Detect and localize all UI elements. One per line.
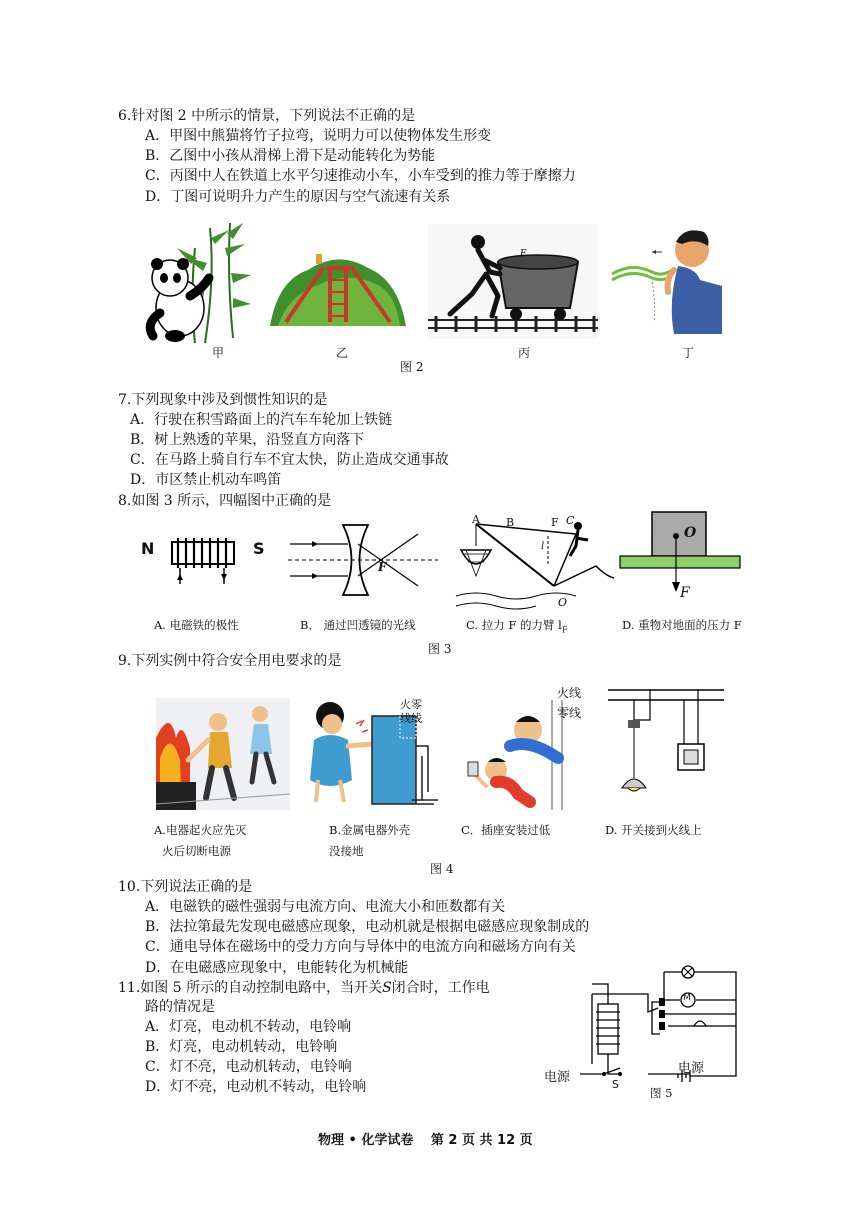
svg-text:F: F: [520, 249, 527, 259]
q8-caption-b: B． 通过凹透镜的光线: [300, 618, 416, 632]
q8-caption-a: A. 电磁铁的极性: [154, 618, 239, 632]
figure-3-caption: 图 3: [428, 642, 452, 656]
q9-caption-b-line2: 没接地: [329, 844, 364, 858]
q9b-wire-label-2: 线线: [400, 712, 422, 725]
figure-5-caption: 图 5: [650, 1086, 673, 1100]
q6-option-c: C．丙图中人在铁道上水平匀速推动小车，小车受到的推力等于摩擦力: [145, 168, 576, 184]
q6-option-a: A．甲图中熊猫将竹子拉弯，说明力可以使物体发生形变: [145, 128, 492, 144]
figure-2-caption: 图 2: [400, 360, 424, 374]
lever-point-f: F: [551, 516, 559, 529]
q7-option-b: B．树上熟透的苹果，沿竖直方向落下: [130, 432, 365, 448]
block-force-f: F: [680, 585, 690, 601]
circuit-power-source-1: 电源: [544, 1070, 571, 1085]
q11-option-b: B．灯亮，电动机转动，电铃响: [145, 1039, 338, 1055]
q10-option-d: D．在电磁感应现象中，电能转化为机械能: [145, 960, 409, 976]
q11-option-a: A．灯亮，电动机不转动，电铃响: [145, 1019, 352, 1035]
q10-option-a: A．电磁铁的磁性强弱与电流方向、电流大小和匝数都有关: [145, 899, 506, 915]
block-pressure-diagram: [618, 510, 742, 596]
blowing-paper-illustration: [612, 222, 722, 334]
q10-option-c: C．通电导体在磁场中的受力方向与导体中的电流方向和磁场方向有关: [145, 939, 576, 955]
q9-caption-c: C．插座安装过低: [461, 823, 551, 837]
q9-stem: 9.下列实例中符合安全用电要求的是: [118, 653, 342, 669]
lever-point-a: A: [472, 513, 480, 526]
q8-stem: 8.如图 3 所示，四幅图中正确的是: [118, 493, 332, 509]
panda-bamboo-illustration: [135, 218, 255, 348]
circuit-switch-label: S: [612, 1078, 619, 1091]
relay-control-circuit-diagram: [540, 964, 744, 1084]
circuit-power-source-2: 电源: [678, 1061, 705, 1076]
circuit-motor-label: M: [683, 993, 691, 1003]
concave-lens-diagram: [288, 520, 438, 600]
lever-point-b: B: [506, 516, 515, 529]
q9b-wire-label-1: 火零: [400, 698, 422, 711]
q11-stem-line1: 11.如图 5 所示的自动控制电路中，当开关S闭合时，工作电: [118, 980, 490, 996]
lever-arm-l: l: [541, 541, 545, 552]
block-center-o: O: [684, 525, 697, 541]
q6-label-jia: 甲: [212, 346, 225, 360]
q10-option-b: B．法拉第最先发现电磁感应现象，电动机就是根据电磁感应现象制成的: [145, 919, 590, 935]
q7-option-c: C．在马路上骑自行车不宜太快，防止造成交通事故: [130, 452, 449, 468]
fire-electrical-illustration: [156, 698, 290, 810]
page-footer: 物理 • 化学试卷 第 2 页 共 12 页: [318, 1133, 533, 1148]
magnet-n-pole: N: [141, 539, 155, 558]
q9c-fire-wire-label: 火线: [557, 686, 582, 700]
q11-option-d: D．灯不亮，电动机不转动，电铃响: [145, 1079, 367, 1095]
magnet-s-pole: S: [253, 539, 265, 558]
q7-option-a: A．行驶在积雪路面上的汽车车轮加上铁链: [130, 412, 393, 428]
q10-stem: 10.下列说法正确的是: [118, 879, 253, 895]
q6-label-ding: 丁: [682, 346, 695, 360]
q9-caption-a-line1: A.电器起火应先灭: [154, 823, 247, 837]
switch-on-live-wire-illustration: [608, 684, 724, 804]
lens-focus-label: F: [378, 560, 387, 574]
slide-illustration: [268, 240, 408, 328]
q11-option-c: C．灯不亮，电动机转动，电铃响: [145, 1059, 352, 1075]
q9-caption-b-line1: B.金属电器外壳: [329, 823, 411, 837]
lever-pivot-o: O: [558, 596, 568, 609]
metal-appliance-illustration: [300, 696, 456, 810]
q7-stem: 7.下列现象中涉及到惯性知识的是: [118, 392, 328, 408]
lever-crane-diagram: [456, 516, 616, 616]
electromagnet-diagram: [140, 528, 270, 588]
figure-4-caption: 图 4: [430, 862, 454, 876]
q11-stem-line2: 路的情况是: [145, 999, 215, 1015]
q6-option-d: D．丁图可说明升力产生的原因与空气流速有关系: [145, 189, 451, 205]
q9-caption-d: D. 开关接到火线上: [605, 823, 702, 837]
q6-label-yi: 乙: [336, 346, 349, 360]
q6-option-b: B．乙图中小孩从滑梯上滑下是动能转化为势能: [145, 148, 436, 164]
q9-caption-a-line2: 火后切断电源: [162, 844, 231, 858]
q6-stem: 6.针对图 2 中所示的情景，下列说法不正确的是: [118, 108, 416, 124]
q7-option-d: D．市区禁止机动车鸣笛: [130, 472, 282, 488]
lever-point-c: C: [566, 514, 575, 527]
q8-caption-d: D. 重物对地面的压力 F: [622, 618, 742, 632]
cart-on-rail-illustration: [428, 224, 598, 339]
q6-label-bing: 丙: [518, 346, 531, 360]
q8-caption-c: C. 拉力 F 的力臂 $l_F$: [466, 618, 568, 635]
q9c-neutral-wire-label: 零线: [557, 706, 582, 720]
